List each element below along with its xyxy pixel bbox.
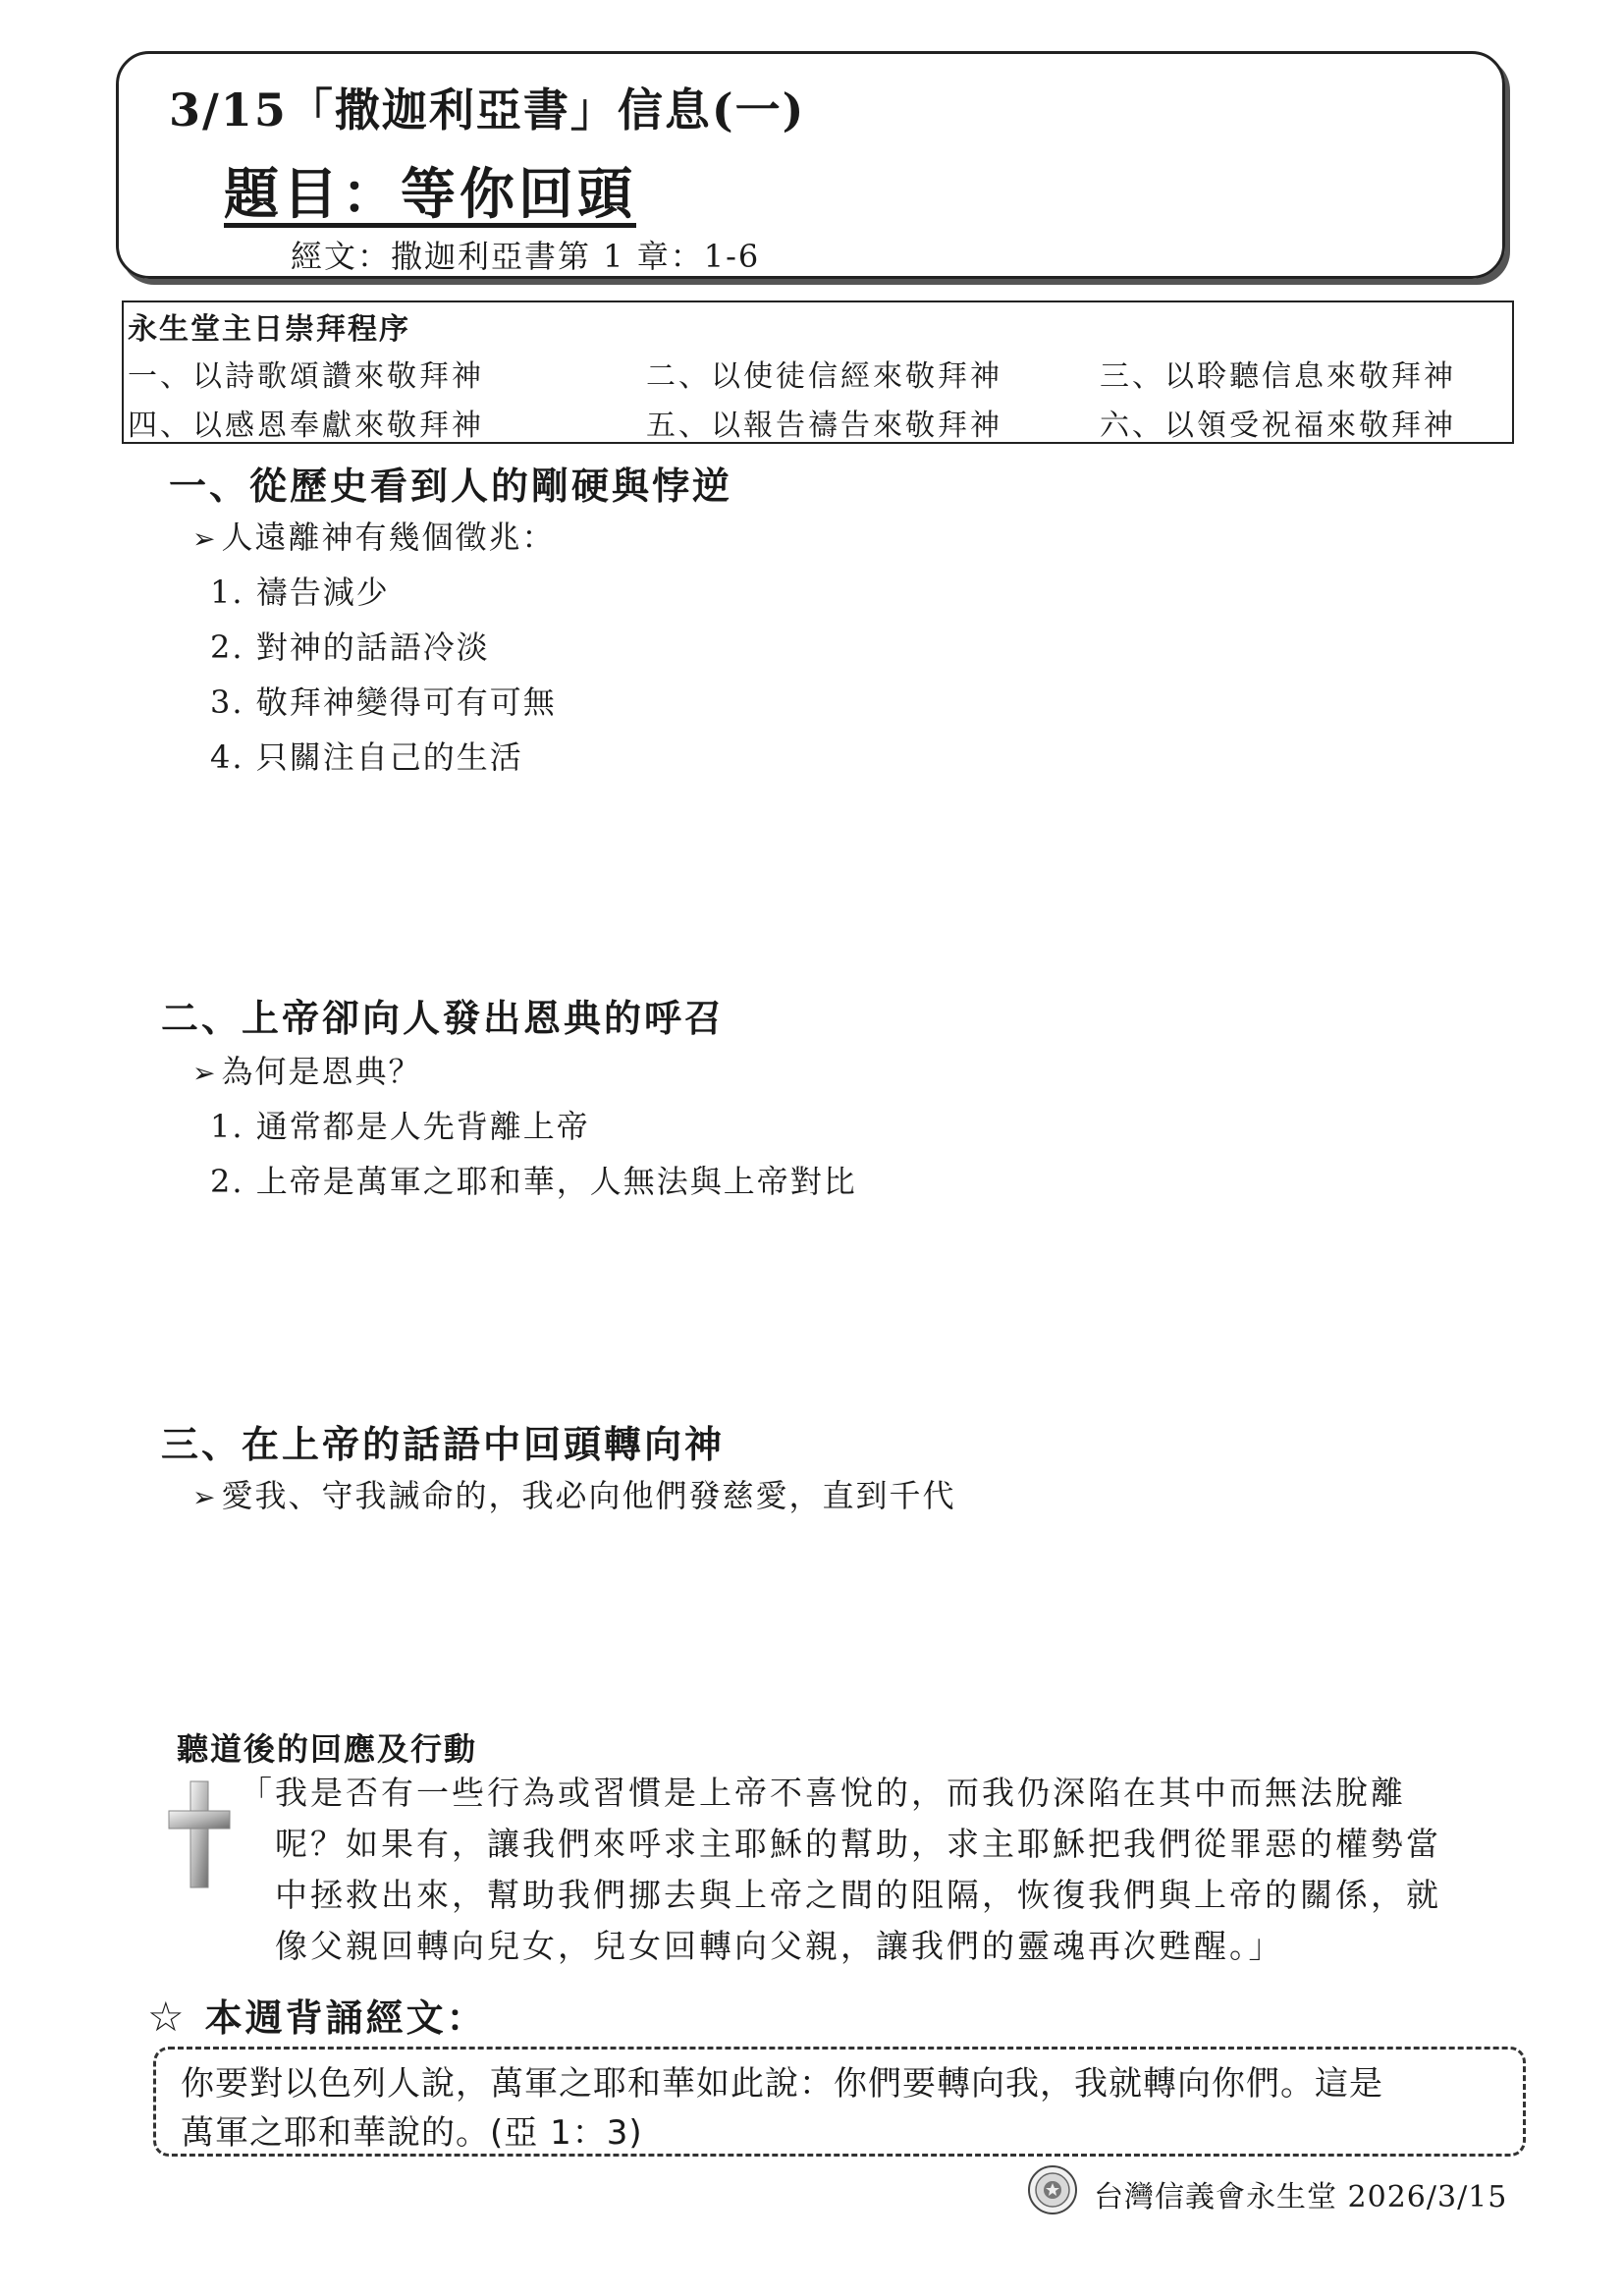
footer-text: 台灣信義會永生堂 2026/3/15 [1094,2180,1508,2214]
list-item: 1. 通常都是人先背離上帝 [210,1108,590,1145]
order-item: 二、以使徒信經來敬拜神 [646,359,1002,394]
cross-icon [167,1777,232,1891]
section-title: 三、在上帝的話語中回頭轉向神 [161,1422,726,1466]
list-item: 2. 對神的話語冷淡 [210,629,490,666]
memory-verse-line: 你要對以色列人說，萬軍之耶和華如此說：你們要轉向我，我就轉向你們。這是 [181,2064,1383,2104]
sermon-topic: 題目：等你回頭 [224,162,636,227]
memory-verse-line: 萬軍之耶和華說的。(亞 1：3) [181,2113,643,2153]
list-item: 4. 只關注自己的生活 [210,738,523,776]
list-item: 1. 禱告減少 [210,574,390,611]
response-title: 聽道後的回應及行動 [177,1730,478,1768]
response-line: 呢？如果有，讓我們來呼求主耶穌的幫助，求主耶穌把我們從罪惡的權勢當 [275,1825,1441,1863]
response-line: 像父親回轉向兒女，兒女回轉向父親，讓我們的靈魂再次甦醒。」 [275,1927,1284,1965]
arrow-bullet-icon: ➢ [192,1057,218,1089]
star-outline-icon: ☆ [147,1993,188,2041]
list-item: 3. 敬拜神變得可有可無 [210,683,557,721]
section-title: 一、從歷史看到人的剛硬與悖逆 [169,464,733,508]
order-item: 一、以詩歌頌讚來敬拜神 [128,359,484,394]
arrow-bullet-icon: ➢ [192,1481,218,1513]
bullet-text: 愛我、守我誡命的，我必向他們發慈愛，直到千代 [221,1477,956,1514]
list-item: 2. 上帝是萬軍之耶和華，人無法與上帝對比 [210,1163,857,1200]
scripture-reference: 經文：撒迦利亞書第 1 章：1-6 [291,238,761,275]
section-bullet [192,1471,955,1516]
memory-verse-title [147,1988,487,2042]
order-item: 四、以感恩奉獻來敬拜神 [128,409,484,443]
bullet-text: 人遠離神有幾個徵兆： [221,519,556,556]
order-item: 六、以領受祝福來敬拜神 [1100,409,1456,443]
response-line: 「我是否有一些行為或習慣是上帝不喜悅的，而我仍深陷在其中而無法脫離 [240,1774,1406,1812]
church-seal-icon [1027,2164,1078,2215]
order-item: 三、以聆聽信息來敬拜神 [1100,359,1456,394]
section-bullet [192,513,555,558]
page-title: 3/15「撒迦利亞書」信息(一) [169,83,806,137]
order-item: 五、以報告禱告來敬拜神 [646,409,1002,443]
memory-verse-title-text: 本週背誦經文： [204,1995,487,2040]
order-of-worship-title: 永生堂主日崇拜程序 [128,312,410,347]
section-title: 二、上帝卻向人發出恩典的呼召 [161,996,726,1040]
section-bullet [192,1047,421,1092]
response-line: 中拯救出來，幫助我們挪去與上帝之間的阻隔，恢復我們與上帝的關係，就 [275,1876,1441,1914]
arrow-bullet-icon: ➢ [192,522,218,555]
bullet-text: 為何是恩典？ [221,1053,422,1090]
